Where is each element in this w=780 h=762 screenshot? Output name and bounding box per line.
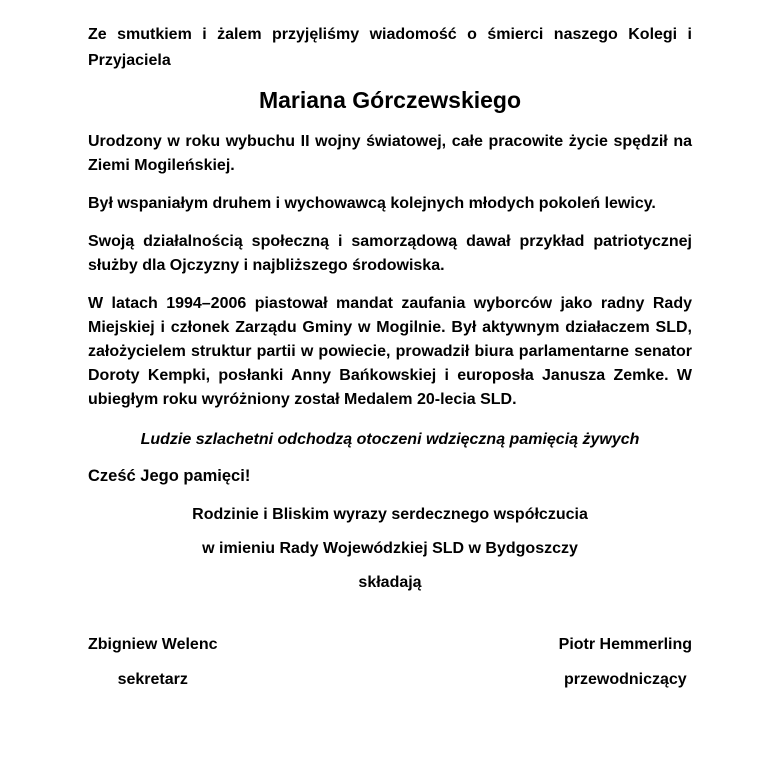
motto-line: Ludzie szlachetni odchodzą otoczeni wdzięczną pamięcią żywych (140, 431, 640, 448)
signature-row (88, 633, 692, 692)
signature-name-left: Zbigniew Welenc (88, 636, 218, 653)
tribute-line: Cześć Jego pamięci! (88, 467, 251, 485)
body-paragraph-2: Był wspaniałym druhem i wychowawcą kolejnych młodych pokoleń lewicy. (88, 195, 656, 212)
deceased-name: Mariana Górczewskiego (258, 87, 522, 113)
body-paragraph-4: W latach 1994–2006 piastował mandat zaufania wyborców jako radny Rady Miejskiej i członek Zarządu Gminy w Mogilnie. Był aktywnym działaczem SLD, założycielem struktur partii w powiecie, prowadził biura parlamentarne senator Doroty Kempki, posłanki Anny Bańkowskiej i europosła Janusza Zemke. W ubiegłym roku wyróżniony został Medalem 20-lecia SLD. (88, 295, 692, 408)
signature-role-right: przewodniczący (563, 671, 687, 688)
condolence-line-3: składają (358, 574, 422, 591)
intro-paragraph: Ze smutkiem i żalem przyjęliśmy wiadomość o śmierci naszego Kolegi i Przyjaciela (88, 26, 692, 69)
condolence-line-2: w imieniu Rady Wojewódzkiej SLD w Bydgoszczy (202, 540, 578, 557)
signature-name-right: Piotr Hemmerling (558, 636, 692, 653)
body-paragraph-1: Urodzony w roku wybuchu II wojny światowej, całe pracowite życie spędził na Ziemi Mogileńskiej. (88, 133, 692, 174)
body-paragraph-3: Swoją działalnością społeczną i samorządową dawał przykład patriotycznej służby dla Ojczyzny i najbliższego środowiska. (88, 233, 692, 274)
signature-left (88, 633, 218, 692)
signature-role-left: sekretarz (117, 671, 188, 688)
signature-right (559, 633, 692, 692)
condolence-line-1: Rodzinie i Bliskim wyrazy serdecznego współczucia (192, 506, 588, 523)
